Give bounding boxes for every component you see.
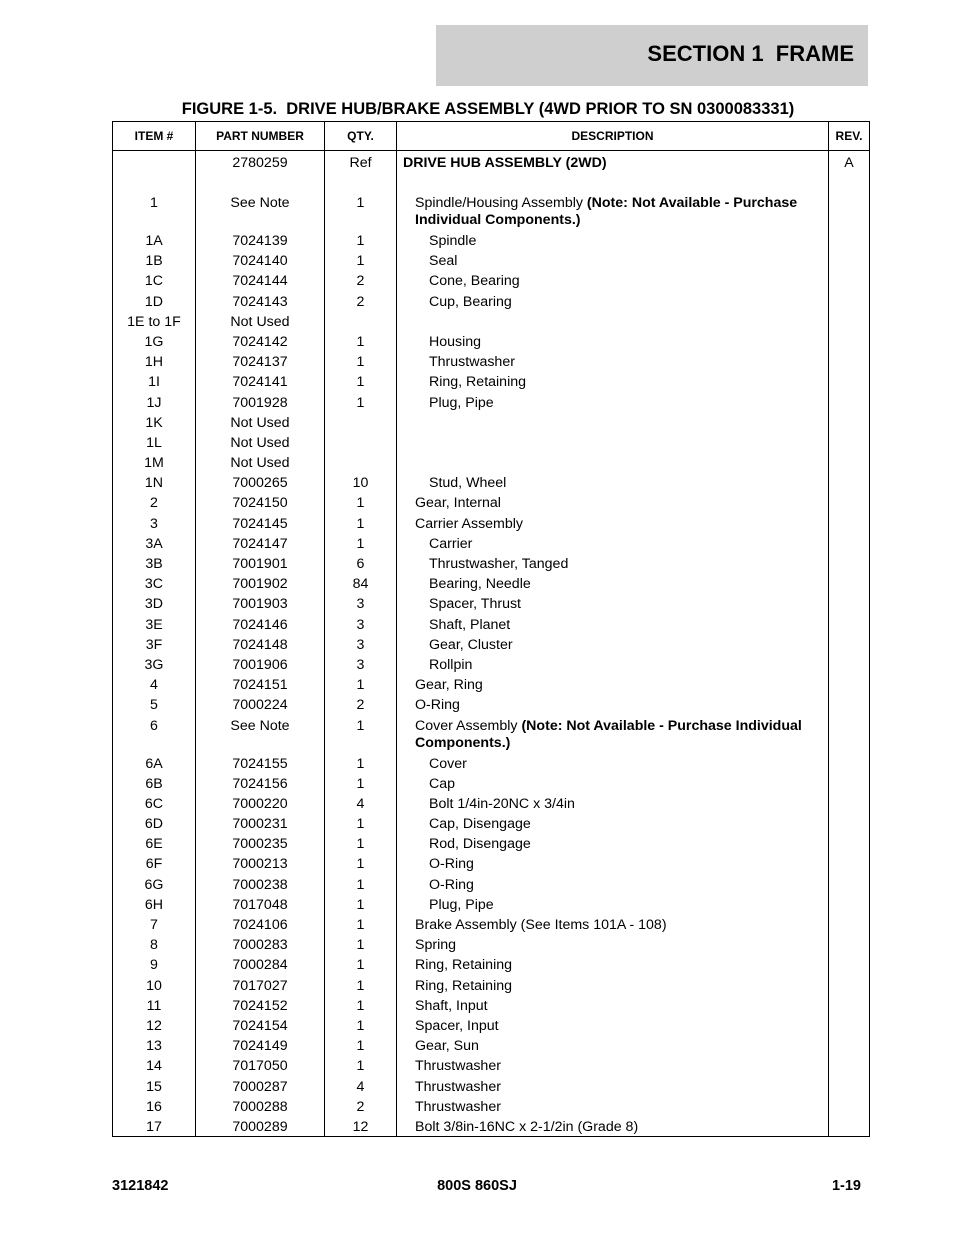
- qty-cell: 1: [356, 515, 365, 532]
- description-cell: [403, 536, 849, 553]
- item-number-cell: 1C: [144, 273, 164, 290]
- table-row: [113, 617, 869, 637]
- table-row: [113, 374, 869, 394]
- qty-cell: 1: [356, 816, 365, 833]
- qty-cell: 1: [356, 755, 365, 772]
- col-header-rev: REV.: [835, 129, 863, 143]
- item-number-cell: 9: [150, 957, 158, 974]
- description-cell: [403, 856, 849, 873]
- description-cell: [403, 155, 823, 172]
- table-body: [113, 151, 869, 1136]
- description-text: Cover: [429, 755, 467, 772]
- qty-cell: 3: [356, 616, 365, 633]
- item-number-cell: 1J: [146, 394, 162, 411]
- part-number-cell: 7000238: [232, 876, 288, 893]
- qty-cell: 1: [356, 876, 365, 893]
- description-text: Spring: [415, 937, 457, 954]
- table-row: [113, 1018, 869, 1038]
- part-number-cell: 7024143: [232, 293, 288, 310]
- part-number-cell: See Note: [230, 717, 290, 734]
- part-number-cell: 7000283: [232, 937, 288, 954]
- description-cell: [403, 836, 849, 853]
- qty-cell: 3: [356, 636, 365, 653]
- part-number-cell: 7017048: [232, 896, 288, 913]
- part-number-cell: 7024154: [232, 1017, 288, 1034]
- qty-cell: 1: [356, 1017, 365, 1034]
- table-row: [113, 556, 869, 576]
- item-number-cell: 6A: [145, 755, 163, 772]
- table-row: [113, 796, 869, 816]
- part-number-cell: 7024139: [232, 233, 288, 249]
- description-text: Shaft, Planet: [429, 616, 511, 633]
- item-number-cell: 12: [146, 1017, 162, 1034]
- description-cell: [403, 495, 835, 512]
- description-text: Rod, Disengage: [429, 836, 531, 853]
- description-cell: [403, 677, 835, 694]
- description-cell: [403, 596, 849, 613]
- description-text: Spacer, Input: [415, 1017, 499, 1034]
- part-number-cell: 7024149: [232, 1038, 288, 1055]
- description-text: Stud, Wheel: [429, 475, 507, 492]
- table-row: [113, 657, 869, 677]
- table-row: [113, 1099, 869, 1119]
- part-number-cell: 7024141: [232, 374, 288, 391]
- qty-cell: 2: [356, 273, 365, 290]
- table-row: [113, 998, 869, 1018]
- description-note: (Note: Not Available - Purchase Individual Components.): [415, 717, 802, 751]
- table-row: [113, 233, 869, 253]
- description-text: Gear, Cluster: [429, 636, 513, 653]
- description-text: Housing: [429, 333, 482, 350]
- description-cell: [403, 354, 849, 371]
- part-number-cell: 7024142: [232, 333, 288, 350]
- item-number-cell: 15: [146, 1078, 162, 1095]
- part-number-cell: 7024151: [232, 677, 288, 694]
- description-cell: [403, 195, 835, 229]
- table-row: [113, 1079, 869, 1099]
- part-number-cell: 7024155: [232, 755, 288, 772]
- qty-cell: 1: [356, 836, 365, 853]
- qty-cell: 1: [356, 195, 365, 211]
- table-row: [113, 516, 869, 536]
- qty-cell: 84: [352, 576, 369, 593]
- description-text: Ring, Retaining: [415, 957, 513, 974]
- part-number-cell: 7024140: [232, 253, 288, 270]
- table-row: [113, 395, 869, 415]
- item-number-cell: 16: [146, 1098, 162, 1115]
- table-row: [113, 937, 869, 957]
- part-number-cell: Not Used: [230, 434, 290, 451]
- description-text: Shaft, Input: [415, 997, 488, 1014]
- description-text: Gear, Internal: [415, 495, 501, 512]
- part-number-cell: 7000265: [232, 475, 288, 492]
- item-number-cell: 6E: [145, 836, 163, 853]
- description-text: Thrustwasher: [415, 1078, 501, 1095]
- qty-cell: 10: [352, 475, 369, 492]
- description-cell: [403, 917, 835, 934]
- description-cell: [403, 556, 849, 573]
- description-cell: [403, 1018, 835, 1035]
- col-header-item: ITEM #: [134, 129, 174, 143]
- item-number-cell: 6G: [144, 876, 164, 893]
- part-number-cell: Not Used: [230, 455, 290, 472]
- item-number-cell: 3: [150, 515, 158, 532]
- part-number-cell: 7024144: [232, 273, 288, 290]
- footer-page-number: 1-19: [831, 1178, 861, 1194]
- part-number-cell: 7001902: [232, 576, 288, 593]
- table-row: [113, 536, 869, 556]
- item-number-cell: 1K: [145, 414, 163, 431]
- qty-cell: 1: [356, 775, 365, 792]
- item-number-cell: 1I: [148, 374, 160, 391]
- part-number-cell: 7024150: [232, 495, 288, 512]
- part-number-cell: 7024152: [232, 997, 288, 1014]
- item-number-cell: 3E: [145, 616, 163, 633]
- description-text: Cone, Bearing: [429, 273, 520, 290]
- description-cell: [403, 756, 849, 773]
- table-row: [113, 354, 869, 374]
- table-row: [113, 455, 869, 475]
- table-rows: [113, 155, 869, 1139]
- rev-cell: A: [844, 155, 854, 171]
- col-header-qty: QTY.: [347, 129, 374, 143]
- table-row: [113, 576, 869, 596]
- table-row: [113, 195, 869, 233]
- item-number-cell: 5: [150, 697, 158, 714]
- parts-table: [112, 121, 870, 1137]
- description-text: O-Ring: [415, 697, 460, 714]
- item-number-cell: 6C: [144, 795, 164, 812]
- description-cell: [403, 657, 849, 674]
- qty-cell: 1: [356, 394, 365, 411]
- description-cell: [403, 1058, 835, 1075]
- part-number-cell: 7024156: [232, 775, 288, 792]
- description-cell: [403, 1038, 835, 1055]
- description-text: Thrustwasher: [415, 1058, 501, 1075]
- part-number-cell: 7000287: [232, 1078, 288, 1095]
- description-text: Bolt 3/8in-16NC x 2-1/2in (Grade 8): [415, 1118, 639, 1135]
- description-cell: [403, 273, 849, 290]
- qty-cell: 2: [356, 1098, 365, 1115]
- qty-cell: 3: [356, 596, 365, 613]
- part-number-cell: Not Used: [230, 313, 290, 330]
- item-number-cell: 6F: [145, 856, 163, 873]
- description-note: (Note: Not Available - Purchase Individual Components.): [415, 195, 798, 228]
- description-text: Thrustwasher, Tanged: [429, 556, 569, 572]
- description-cell: [403, 1119, 835, 1136]
- table-row: [113, 816, 869, 836]
- table-row: [113, 475, 869, 495]
- part-number-cell: 7001903: [232, 596, 288, 613]
- table-row: [113, 294, 869, 314]
- section-title: SECTION 1 FRAME: [647, 41, 854, 66]
- item-number-cell: 3C: [144, 576, 164, 593]
- description-text: Ring, Retaining: [429, 374, 527, 391]
- qty-cell: 1: [356, 1038, 365, 1055]
- description-text: Spindle: [429, 233, 477, 249]
- table-header-row: [113, 122, 869, 151]
- table-row: [113, 856, 869, 876]
- description-text: Spindle/Housing Assembly: [415, 195, 587, 211]
- item-number-cell: 1M: [144, 455, 164, 472]
- table-row: [113, 836, 869, 856]
- description-text: Bearing, Needle: [429, 576, 531, 593]
- table-row: [113, 415, 869, 435]
- item-number-cell: 1G: [144, 333, 164, 350]
- description-text: O-Ring: [429, 876, 474, 893]
- table-row: [113, 917, 869, 937]
- qty-cell: 1: [356, 233, 365, 249]
- qty-cell: 1: [356, 333, 365, 350]
- qty-cell: 2: [356, 293, 365, 310]
- table-row: [113, 718, 869, 756]
- part-number-cell: 7000284: [232, 957, 288, 974]
- part-number-cell: 7000288: [232, 1098, 288, 1115]
- description-text: Brake Assembly (See Items 101A - 108): [415, 917, 667, 933]
- item-number-cell: 6H: [144, 896, 164, 913]
- part-number-cell: 7001906: [232, 656, 288, 673]
- part-number-cell: 7000220: [232, 795, 288, 812]
- description-text: Ring, Retaining: [415, 977, 513, 994]
- part-number-cell: 7000224: [232, 697, 288, 714]
- description-text: Plug, Pipe: [429, 394, 494, 411]
- item-number-cell: 1: [150, 195, 158, 211]
- description-text: O-Ring: [429, 856, 474, 873]
- item-number-cell: 11: [146, 997, 162, 1014]
- table-row: [113, 334, 869, 354]
- table-row: [113, 677, 869, 697]
- description-text: Plug, Pipe: [429, 896, 494, 913]
- qty-cell: 1: [356, 374, 365, 391]
- table-row: [113, 1058, 869, 1078]
- table-row: [113, 435, 869, 455]
- qty-cell: 1: [356, 896, 365, 913]
- description-cell: [403, 957, 835, 974]
- qty-cell: 12: [352, 1118, 369, 1135]
- description-text: Cup, Bearing: [429, 293, 512, 310]
- description-cell: [403, 796, 849, 813]
- description-text: Seal: [429, 253, 458, 270]
- qty-cell: 1: [356, 957, 365, 974]
- item-number-cell: 7: [150, 917, 158, 933]
- part-number-cell: 7024106: [232, 917, 288, 933]
- item-number-cell: 3G: [144, 656, 164, 673]
- part-number-cell: 7024146: [232, 616, 288, 633]
- qty-cell: 3: [356, 656, 365, 673]
- table-row: [113, 776, 869, 796]
- item-number-cell: 6D: [144, 816, 164, 833]
- part-number-cell: 7024147: [232, 535, 288, 552]
- description-cell: [403, 937, 835, 954]
- qty-cell: 1: [356, 354, 365, 371]
- description-cell: [403, 697, 835, 714]
- figure-title: FIGURE 1-5. DRIVE HUB/BRAKE ASSEMBLY (4WD PRIOR TO SN 0300083331): [181, 100, 795, 118]
- table-row: [113, 1038, 869, 1058]
- part-number-cell: 7017027: [232, 977, 288, 994]
- qty-cell: 2: [356, 697, 365, 714]
- table-row: [113, 756, 869, 776]
- part-number-cell: 2780259: [232, 155, 288, 171]
- table-row: [113, 637, 869, 657]
- description-cell: [403, 233, 849, 250]
- item-number-cell: 14: [146, 1058, 162, 1075]
- part-number-cell: 7024145: [232, 515, 288, 532]
- description-text: Thrustwasher: [415, 1098, 501, 1115]
- description-text: Carrier Assembly: [415, 515, 524, 532]
- description-cell: [403, 516, 835, 533]
- item-number-cell: 1A: [145, 233, 163, 249]
- qty-cell: 4: [356, 1078, 365, 1095]
- qty-cell: 1: [356, 917, 365, 933]
- description-cell: [403, 897, 849, 914]
- footer-doc-number: 3121842: [112, 1178, 169, 1194]
- part-number-cell: 7000213: [232, 856, 288, 873]
- table-row: [113, 155, 869, 195]
- qty-cell: 1: [356, 977, 365, 994]
- col-header-description: DESCRIPTION: [571, 129, 654, 143]
- part-number-cell: 7001928: [232, 394, 288, 411]
- qty-cell: 1: [356, 937, 365, 954]
- item-number-cell: 4: [150, 677, 158, 694]
- table-row: [113, 697, 869, 717]
- description-text: Thrustwasher: [429, 354, 515, 371]
- description-text: Bolt 1/4in-20NC x 3/4in: [429, 795, 575, 812]
- qty-cell: 6: [356, 556, 365, 572]
- description-cell: [403, 637, 849, 654]
- description-cell: [403, 816, 849, 833]
- description-cell: [403, 998, 835, 1015]
- description-cell: [403, 617, 849, 634]
- description-text: Gear, Ring: [415, 677, 483, 694]
- item-number-cell: 6: [150, 717, 158, 734]
- item-number-cell: 3B: [145, 556, 163, 572]
- description-cell: [403, 253, 849, 270]
- table-row: [113, 596, 869, 616]
- table-row: [113, 1119, 869, 1139]
- item-number-cell: 6B: [145, 775, 163, 792]
- qty-cell: 1: [356, 717, 365, 734]
- item-number-cell: 1N: [144, 475, 164, 492]
- col-header-part-number: PART NUMBER: [216, 129, 304, 143]
- item-number-cell: 1H: [144, 354, 164, 371]
- table-row: [113, 314, 869, 334]
- description-cell: [403, 776, 849, 793]
- table-row: [113, 495, 869, 515]
- part-number-cell: Not Used: [230, 414, 290, 431]
- table-row: [113, 897, 869, 917]
- item-number-cell: 3A: [145, 535, 163, 552]
- part-number-cell: 7017050: [232, 1058, 288, 1075]
- footer-model: 800S 860SJ: [437, 1178, 517, 1194]
- description-text: Cap, Disengage: [429, 816, 531, 833]
- part-number-cell: 7024148: [232, 636, 288, 653]
- item-number-cell: 8: [150, 937, 158, 954]
- description-cell: [403, 1099, 835, 1116]
- item-number-cell: 1L: [146, 434, 162, 451]
- description-text: Cover Assembly: [415, 717, 522, 734]
- description-cell: [403, 877, 849, 894]
- table-row: [113, 957, 869, 977]
- description-text: Cap: [429, 775, 456, 792]
- qty-cell: 1: [356, 495, 365, 512]
- description-cell: [403, 374, 849, 391]
- part-number-cell: 7000289: [232, 1118, 288, 1135]
- description-cell: [403, 718, 835, 752]
- description-text: DRIVE HUB ASSEMBLY (2WD): [403, 155, 607, 171]
- table-row: [113, 978, 869, 998]
- item-number-cell: 1D: [144, 293, 164, 310]
- table-row: [113, 273, 869, 293]
- description-text: Carrier: [429, 535, 473, 552]
- item-number-cell: 3F: [145, 636, 163, 653]
- part-number-cell: 7001901: [232, 556, 288, 572]
- item-number-cell: 10: [146, 977, 162, 994]
- description-text: Gear, Sun: [415, 1038, 479, 1055]
- description-cell: [403, 334, 849, 351]
- item-number-cell: 2: [150, 495, 158, 512]
- part-number-cell: 7024137: [232, 354, 288, 371]
- description-text: Rollpin: [429, 656, 473, 673]
- description-cell: [403, 978, 835, 995]
- qty-cell: 4: [356, 795, 365, 812]
- item-number-cell: 3D: [144, 596, 164, 613]
- item-number-cell: 17: [146, 1118, 162, 1135]
- description-cell: [403, 576, 849, 593]
- item-number-cell: 1E to 1F: [127, 313, 181, 330]
- qty-cell: 1: [356, 856, 365, 873]
- qty-cell: 1: [356, 535, 365, 552]
- part-number-cell: See Note: [230, 195, 290, 211]
- table-row: [113, 253, 869, 273]
- qty-cell: Ref: [349, 155, 372, 171]
- table-row: [113, 877, 869, 897]
- item-number-cell: 1B: [145, 253, 163, 270]
- description-cell: [403, 1079, 835, 1096]
- description-cell: [403, 294, 849, 311]
- qty-cell: 1: [356, 997, 365, 1014]
- qty-cell: 1: [356, 1058, 365, 1075]
- part-number-cell: 7000231: [232, 816, 288, 833]
- item-number-cell: 13: [146, 1038, 162, 1055]
- section-header-band: [436, 25, 868, 86]
- description-text: Spacer, Thrust: [429, 596, 522, 613]
- description-cell: [403, 395, 849, 412]
- description-cell: [403, 475, 849, 492]
- qty-cell: 1: [356, 677, 365, 694]
- part-number-cell: 7000235: [232, 836, 288, 853]
- qty-cell: 1: [356, 253, 365, 270]
